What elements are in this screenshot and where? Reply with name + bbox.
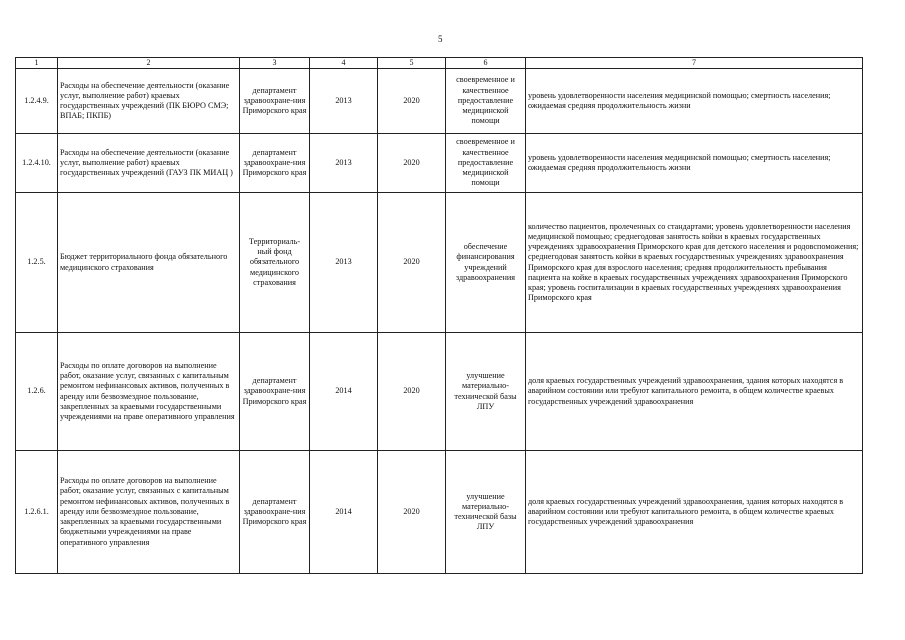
activity-name: Бюджет территориального фонда обязательного медицинского страхования <box>58 193 240 333</box>
item-number: 1.2.4.9. <box>16 69 58 134</box>
item-number: 1.2.6.1. <box>16 451 58 574</box>
table-row <box>16 69 863 134</box>
start-year: 2013 <box>310 69 378 134</box>
table-row <box>16 193 863 333</box>
activity-name: Расходы на обеспечение деятельности (оказание услуг, выполнение работ) краевых государственных учреждений (ГАУЗ ПК МИАЦ ) <box>58 134 240 193</box>
table-row <box>16 134 863 193</box>
target-indicators: уровень удовлетворенности населения медицинской помощью; смертность населения; ожидаемая средняя продолжительность жизни <box>526 134 863 193</box>
responsible-executor: департамент здравоохране-ния Приморского края <box>240 451 310 574</box>
column-number: 3 <box>240 58 310 69</box>
end-year: 2020 <box>378 193 446 333</box>
expected-result: своевременное и качественное предоставление медицинской помощи <box>446 134 526 193</box>
column-number: 6 <box>446 58 526 69</box>
page-number: 5 <box>438 34 443 44</box>
target-indicators: доля краевых государственных учреждений здравоохранения, здания которых находятся в аварийном состоянии или требуют капитального ремонта, в общем количестве краевых государственных учреждений здравоохранения <box>526 451 863 574</box>
column-number: 4 <box>310 58 378 69</box>
expected-result: обеспечение финансирования учреждений здравоохранения <box>446 193 526 333</box>
column-number: 1 <box>16 58 58 69</box>
responsible-executor: Территориаль-ный фонд обязательного медицинского страхования <box>240 193 310 333</box>
target-indicators: уровень удовлетворенности населения медицинской помощью; смертность населения; ожидаемая средняя продолжительность жизни <box>526 69 863 134</box>
target-indicators: количество пациентов, пролеченных со стандартами; уровень удовлетворенности населения медицинской помощью; среднегодовая занятость койки в краевых государственных учреждениях здравоохранения Приморского края для детского населения и родовспоможения; среднегодовая занятость койки в краевых государственных учреждениях здравоохранения Приморского края для взрослого населения; средняя продолжительность пребывания пациента на койке в краевых государственных учреждениях здравоохранения Приморского края; уровень госпитализации в краевых государственных учреждениях здравоохранения Приморского края <box>526 193 863 333</box>
program-activities-table <box>15 57 863 574</box>
column-number: 7 <box>526 58 863 69</box>
responsible-executor: департамент здравоохране-ния Приморского края <box>240 333 310 451</box>
end-year: 2020 <box>378 69 446 134</box>
responsible-executor: департамент здравоохране-ния Приморского края <box>240 69 310 134</box>
end-year: 2020 <box>378 333 446 451</box>
column-number: 5 <box>378 58 446 69</box>
end-year: 2020 <box>378 451 446 574</box>
activity-name: Расходы по оплате договоров на выполнение работ, оказание услуг, связанных с капитальным ремонтом нефинансовых активов, полученных в аренду или безвозмездное пользование, закрепленных за краевыми государственными учреждениями на праве оперативного управления <box>58 333 240 451</box>
expected-result: своевременное и качественное предоставление медицинской помощи <box>446 69 526 134</box>
item-number: 1.2.6. <box>16 333 58 451</box>
end-year: 2020 <box>378 134 446 193</box>
start-year: 2013 <box>310 134 378 193</box>
start-year: 2014 <box>310 333 378 451</box>
responsible-executor: департамент здравоохране-ния Приморского края <box>240 134 310 193</box>
start-year: 2013 <box>310 193 378 333</box>
column-number: 2 <box>58 58 240 69</box>
activity-name: Расходы по оплате договоров на выполнение работ, оказание услуг, связанных с капитальным ремонтом нефинансовых активов, полученных в аренду или безвозмездное пользование, закрепленных за краевыми государственными бюджетными учреждениями на праве оперативного управления <box>58 451 240 574</box>
expected-result: улучшение материально-технической базы ЛПУ <box>446 451 526 574</box>
column-number-row <box>16 58 863 69</box>
item-number: 1.2.4.10. <box>16 134 58 193</box>
expected-result: улучшение материально-технической базы ЛПУ <box>446 333 526 451</box>
target-indicators: доля краевых государственных учреждений здравоохранения, здания которых находятся в аварийном состоянии или требуют капитального ремонта, в общем количестве краевых государственных учреждений здравоохранения <box>526 333 863 451</box>
item-number: 1.2.5. <box>16 193 58 333</box>
table-row <box>16 451 863 574</box>
activity-name: Расходы на обеспечение деятельности (оказание услуг, выполнение работ) краевых государственных учреждений (ПК БЮРО СМЭ; ВПАБ; ПКПБ) <box>58 69 240 134</box>
table-row <box>16 333 863 451</box>
start-year: 2014 <box>310 451 378 574</box>
